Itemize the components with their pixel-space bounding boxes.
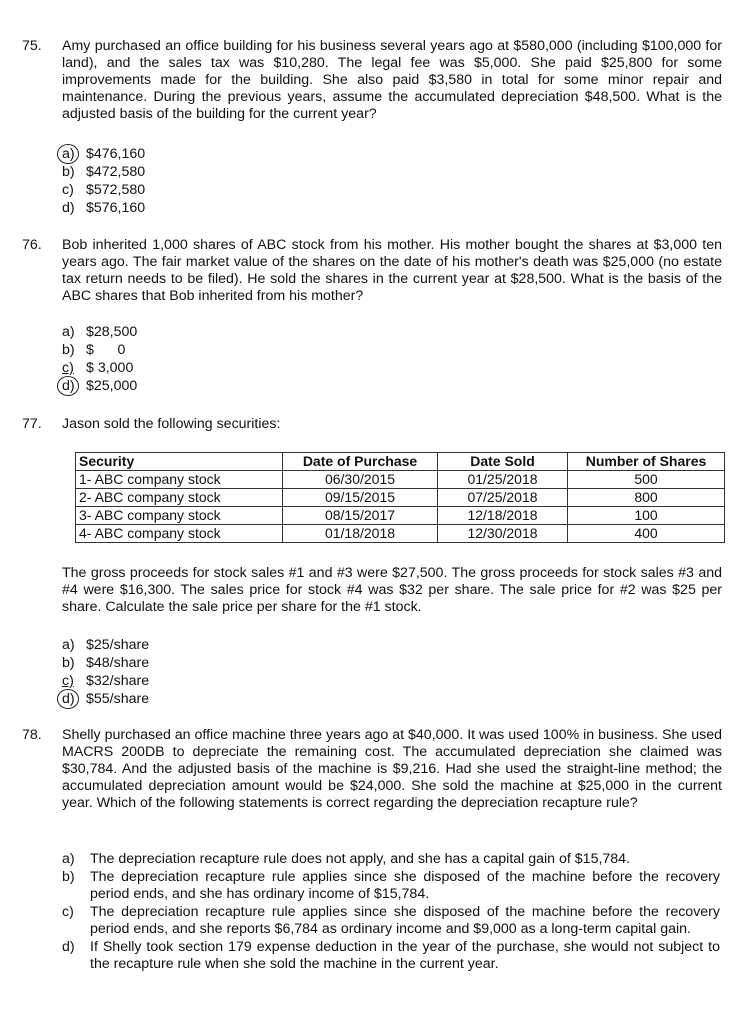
- table-cell: 08/15/2017: [283, 507, 438, 525]
- question-stem: Amy purchased an office building for his business several years ago at $580,000 (including $100,000 for land), and the sales tax was $10,280. The legal fee was $5,000. She paid $25,800 for some improvements made for the building. She also paid $3,580 in total for some minor repair and maintenance. During the previous years, assume the accumulated depreciation $48,500. What is the adjusted basis of the building for the current year?: [62, 38, 722, 122]
- table-cell: 2- ABC company stock: [76, 489, 283, 507]
- question-stem: Bob inherited 1,000 shares of ABC stock from his mother. His mother bought the shares at $3,000 ten years ago. The fair market value of the shares on the date of his mother's death was $25,000 (no estate tax return needs to be filed). He sold the shares in the current year at $28,500. What is the basis of the ABC shares that Bob inherited from his mother?: [62, 237, 722, 304]
- table-cell: 07/25/2018: [438, 489, 568, 507]
- option-a: [62, 636, 149, 654]
- answer-circle-mark: [57, 376, 79, 396]
- question-stem: Jason sold the following securities:: [62, 416, 281, 432]
- option-text: $25/share: [86, 637, 150, 653]
- table-row: [76, 525, 725, 543]
- question-stem: Shelly purchased an office machine three years ago at $40,000. It was used 100% in business. She used MACRS 200DB to depreciate the remaining cost. The accumulated depreciation she claimed was $30,784. And the adjusted basis of the machine is $9,216. Had she used the straight-line method; the accumulated depreciation amount would be $24,000. She sold the machine at $25,000 in the current year. Which of the following statements is correct regarding the depreciation recapture rule?: [62, 727, 722, 811]
- option-text: $576,160: [86, 200, 146, 216]
- option-text: $472,580: [86, 164, 146, 180]
- option-text: $28,500: [86, 324, 138, 340]
- question-76: [22, 237, 722, 305]
- option-text: $25,000: [86, 378, 138, 394]
- option-letter: a): [62, 324, 75, 340]
- option-text: $32/share: [86, 673, 150, 689]
- option-text: $476,160: [86, 146, 146, 162]
- table-row: [76, 507, 725, 525]
- option-letter: c): [62, 904, 74, 920]
- option-c: [62, 672, 149, 690]
- column-header: Number of Shares: [568, 453, 725, 471]
- option-text: The depreciation recapture rule does not apply, and she has a capital gain of $15,784.: [90, 851, 631, 867]
- table-cell: 400: [568, 525, 725, 543]
- table-cell: 12/18/2018: [438, 507, 568, 525]
- option-letter: b): [62, 869, 75, 885]
- option-b: [62, 654, 149, 672]
- option-text: $ 0: [86, 342, 126, 358]
- option-letter: b): [62, 164, 75, 180]
- option-d: [62, 939, 720, 973]
- option-text: $48/share: [86, 655, 150, 671]
- column-header: Date of Purchase: [283, 453, 438, 471]
- answer-circle-mark: [57, 689, 79, 709]
- column-header: Date Sold: [438, 453, 568, 471]
- option-letter: b): [62, 342, 75, 358]
- table-cell: 100: [568, 507, 725, 525]
- option-a: [62, 851, 720, 868]
- table-row: [76, 489, 725, 507]
- option-text: If Shelly took section 179 expense deduction in the year of the purchase, she would not subject to the recapture rule when she sold the machine in the current year.: [90, 939, 720, 972]
- question-77-continued: [62, 565, 722, 616]
- option-b: [62, 163, 145, 181]
- question-78: [22, 727, 722, 812]
- table-cell: 500: [568, 471, 725, 489]
- option-a: [62, 323, 137, 341]
- options-75: [62, 145, 145, 217]
- question-77: [22, 416, 722, 433]
- options-78: [62, 851, 720, 974]
- option-c: [62, 904, 720, 938]
- option-letter: d): [62, 200, 75, 216]
- option-letter: a): [62, 637, 75, 653]
- table-cell: 01/18/2018: [283, 525, 438, 543]
- options-76: [62, 323, 137, 395]
- table-cell: 06/30/2015: [283, 471, 438, 489]
- option-c: [62, 181, 145, 199]
- option-letter: d): [62, 378, 75, 394]
- table-header-row: [76, 453, 725, 471]
- option-text: $ 3,000: [86, 360, 134, 376]
- option-letter: a): [62, 146, 75, 162]
- answer-circle-mark: [57, 144, 79, 164]
- option-letter: d): [62, 939, 75, 955]
- securities-table: [75, 452, 725, 543]
- option-letter: c): [62, 673, 74, 689]
- option-text: The depreciation recapture rule applies since she disposed of the machine before the recovery period ends, and she reports $6,784 as ordinary income and $9,000 as a long-term capital gain.: [90, 904, 720, 937]
- table-cell: 800: [568, 489, 725, 507]
- option-text: The depreciation recapture rule applies since she disposed of the machine before the recovery period ends, and she has ordinary income of $15,784.: [90, 869, 720, 902]
- question-75: [22, 38, 722, 123]
- question-number: 76.: [22, 237, 42, 253]
- option-b: [62, 869, 720, 903]
- table-cell: 09/15/2015: [283, 489, 438, 507]
- table-cell: 4- ABC company stock: [76, 525, 283, 543]
- option-text: $572,580: [86, 182, 146, 198]
- option-d: [62, 199, 145, 217]
- question-stem-2: The gross proceeds for stock sales #1 and #3 were $27,500. The gross proceeds for stock sales #3 and #4 were $16,300. The sales price for stock #4 was $32 per share. The sale price for #2 was $25 per share. Calculate the sale price per share for the #1 stock.: [62, 565, 722, 615]
- option-c: [62, 359, 137, 377]
- option-letter: b): [62, 655, 75, 671]
- column-header: Security: [76, 453, 283, 471]
- table-row: [76, 471, 725, 489]
- option-b: [62, 341, 137, 359]
- option-letter: a): [62, 851, 75, 867]
- table-cell: 01/25/2018: [438, 471, 568, 489]
- question-number: 78.: [22, 727, 42, 743]
- option-letter: c): [62, 182, 74, 198]
- table-cell: 1- ABC company stock: [76, 471, 283, 489]
- option-letter: c): [62, 360, 74, 376]
- table-cell: 3- ABC company stock: [76, 507, 283, 525]
- option-d: [62, 377, 137, 395]
- option-a: [62, 145, 145, 163]
- options-77: [62, 636, 149, 708]
- option-letter: d): [62, 691, 75, 707]
- question-number: 75.: [22, 38, 42, 54]
- table-cell: 12/30/2018: [438, 525, 568, 543]
- option-text: $55/share: [86, 691, 150, 707]
- question-number: 77.: [22, 416, 42, 432]
- option-d: [62, 690, 149, 708]
